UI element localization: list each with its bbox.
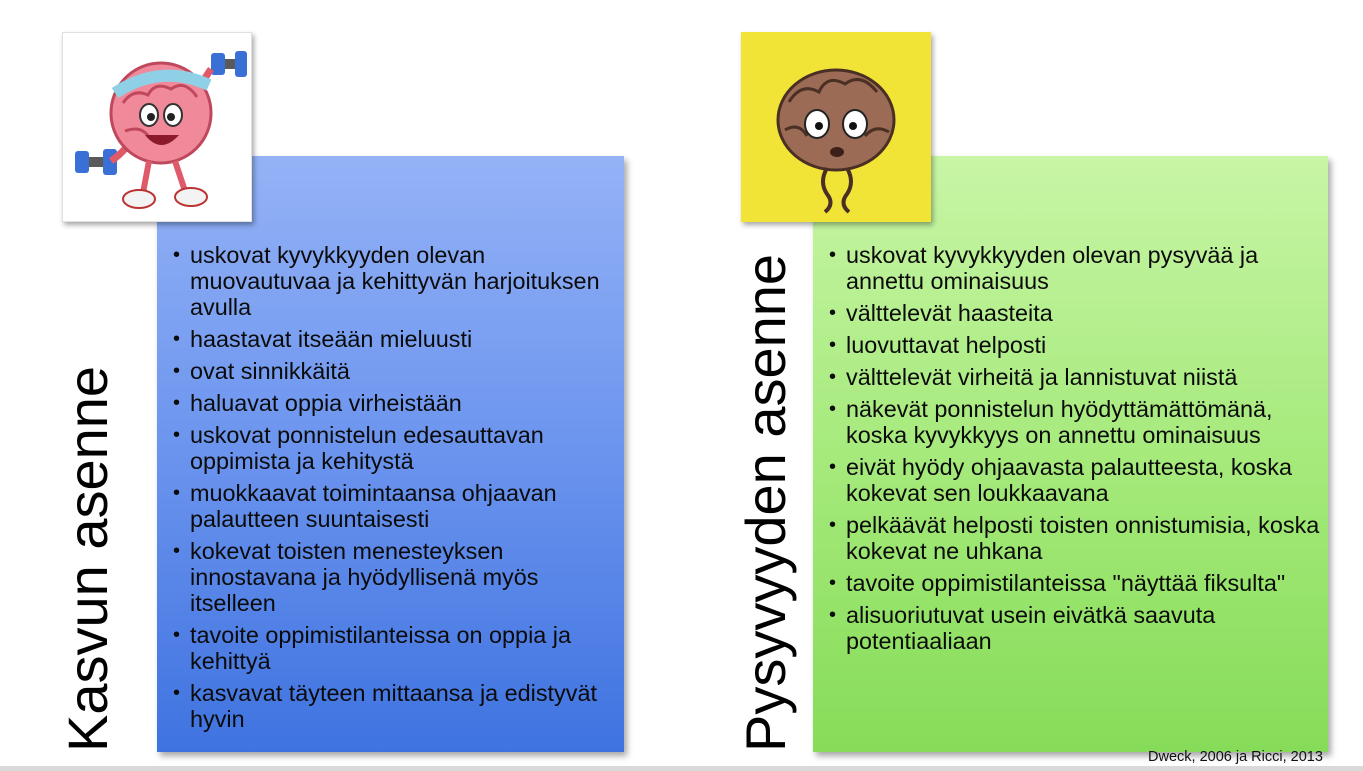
list-item: • eivät hyödy ohjaavasta palautteesta, koska kokevat sen loukkaavana (829, 454, 1293, 506)
bullet: • (829, 572, 837, 594)
list-item: • uskovat kyvykkyyden olevan muovautuvaa ja kehittyvän harjoituksen avulla (173, 242, 600, 320)
list-item: • kasvavat täyteen mittaansa ja edistyvät hyvin (173, 680, 597, 732)
list-item: • tavoite oppimistilanteissa on oppia ja kehittyä (173, 622, 571, 674)
bullet: • (829, 244, 837, 266)
list-item: • uskovat ponnistelun edesauttavan oppimista ja kehitystä (173, 422, 544, 474)
growth-mindset-title: Kasvun asenne (56, 365, 119, 752)
list-item: • ovat sinnikkäitä (173, 358, 350, 384)
citation: Dweck, 2006 ja Ricci, 2013 (1148, 749, 1323, 765)
bullet: • (173, 360, 181, 382)
growth-mindset-panel (157, 156, 624, 752)
bullet: • (829, 456, 837, 478)
bullet: • (173, 244, 181, 266)
growth-mindset-list (171, 242, 621, 738)
bullet: • (829, 514, 837, 536)
bullet: • (173, 482, 181, 504)
bullet: • (173, 682, 181, 704)
bullet: • (173, 328, 181, 350)
list-item: • kokevat toisten menesteyksen innostavana ja hyödyllisenä myös itselleen (173, 538, 539, 616)
list-item: • alisuoriutuvat usein eivätkä saavuta potentiaaliaan (829, 602, 1216, 654)
list-item: • pelkäävät helposti toisten onnistumisia, koska kokevat ne uhkana (829, 512, 1320, 564)
list-item: • välttelevät virheitä ja lannistuvat niistä (829, 364, 1238, 390)
bullet: • (829, 604, 837, 626)
brown-brain-icon (741, 32, 931, 222)
fixed-mindset-title: Pysyvyyden asenne (734, 253, 797, 752)
bullet: • (173, 392, 181, 414)
bullet: • (173, 624, 181, 646)
fixed-mindset-panel (813, 156, 1328, 752)
bullet: • (829, 366, 837, 388)
list-item: • välttelevät haasteita (829, 300, 1053, 326)
list-item: • luovuttavat helposti (829, 332, 1047, 358)
bullet: • (173, 540, 181, 562)
list-item: • haastavat itseään mieluusti (173, 326, 473, 352)
bullet: • (829, 334, 837, 356)
list-item: • tavoite oppimistilanteissa "näyttää fiksulta" (829, 570, 1286, 596)
bottom-divider (0, 766, 1363, 771)
list-item: • muokkaavat toimintaansa ohjaavan palautteen suuntaisesti (173, 480, 557, 532)
list-item: • uskovat kyvykkyyden olevan pysyvää ja annettu ominaisuus (829, 242, 1259, 294)
list-item: • haluavat oppia virheistään (173, 390, 462, 416)
muscle-brain-icon (62, 32, 252, 222)
bullet: • (173, 424, 181, 446)
list-item: • näkevät ponnistelun hyödyttämättömänä, koska kyvykkyys on annettu ominaisuus (829, 396, 1273, 448)
bullet: • (829, 302, 837, 324)
bullet: • (829, 398, 837, 420)
fixed-mindset-list (827, 242, 1322, 660)
